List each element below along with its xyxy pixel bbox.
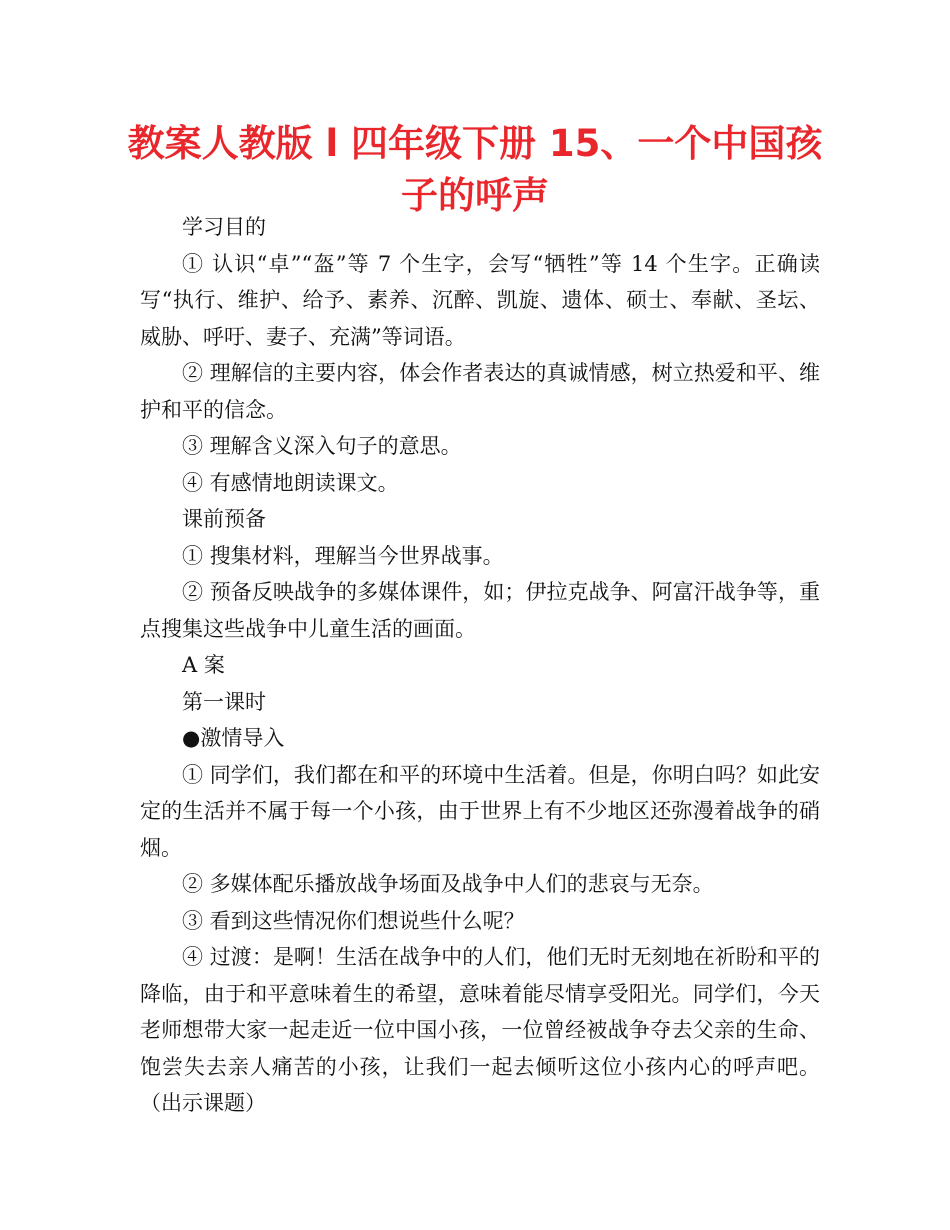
step-heading: ●激情导入	[182, 726, 285, 750]
section-heading-preparation: 课前预备	[182, 507, 266, 531]
document-body	[140, 209, 820, 1122]
objective-1: ① 认识“卓”“盔”等 7 个生字，会写“牺牲”等 14 个生字。正确读写“执行、维护、给予、素养、沉醉、凯旋、遗体、硕士、奉献、圣坛、威胁、呼吁、妻子、充满”等词语。	[140, 251, 820, 349]
step-2: ② 多媒体配乐播放战争场面及战争中人们的悲哀与无奈。	[182, 872, 714, 896]
step-1: ① 同学们，我们都在和平的环境中生活着。但是，你明白吗？如此安定的生活并不属于每一个小孩，由于世界上有不少地区还弥漫着战争的硝烟。	[140, 762, 820, 860]
step-4: ④ 过渡：是啊！生活在战争中的人们，他们无时无刻地在祈盼和平的降临，由于和平意味着生的希望，意味着能尽情享受阳光。同学们，今天老师想带大家一起走近一位中国小孩，一位曾经被战争夺去父亲的生命、饱尝失去亲人痛苦的小孩，让我们一起去倾听这位小孩内心的呼声吧。（出示课题）	[140, 945, 820, 1115]
preparation-2: ② 预备反映战争的多媒体课件，如；伊拉克战争、阿富汗战争等，重点搜集这些战争中儿童生活的画面。	[140, 580, 820, 641]
objective-3: ③ 理解含义深入句子的意思。	[182, 434, 462, 458]
lesson-label: 第一课时	[182, 689, 266, 714]
objective-4: ④ 有感情地朗读课文。	[182, 470, 399, 495]
section-heading-objectives: 学习目的	[182, 215, 266, 239]
preparation-1: ① 搜集材料，理解当今世界战事。	[182, 543, 504, 568]
document-title: 教案人教版 l 四年级下册 15、一个中国孩子的呼声	[127, 122, 823, 217]
objective-2: ② 理解信的主要内容，体会作者表达的真诚情感，树立热爱和平、维护和平的信念。	[140, 361, 820, 422]
plan-label: A 案	[182, 653, 225, 677]
step-3: ③ 看到这些情况你们想说些什么呢？	[182, 908, 525, 933]
